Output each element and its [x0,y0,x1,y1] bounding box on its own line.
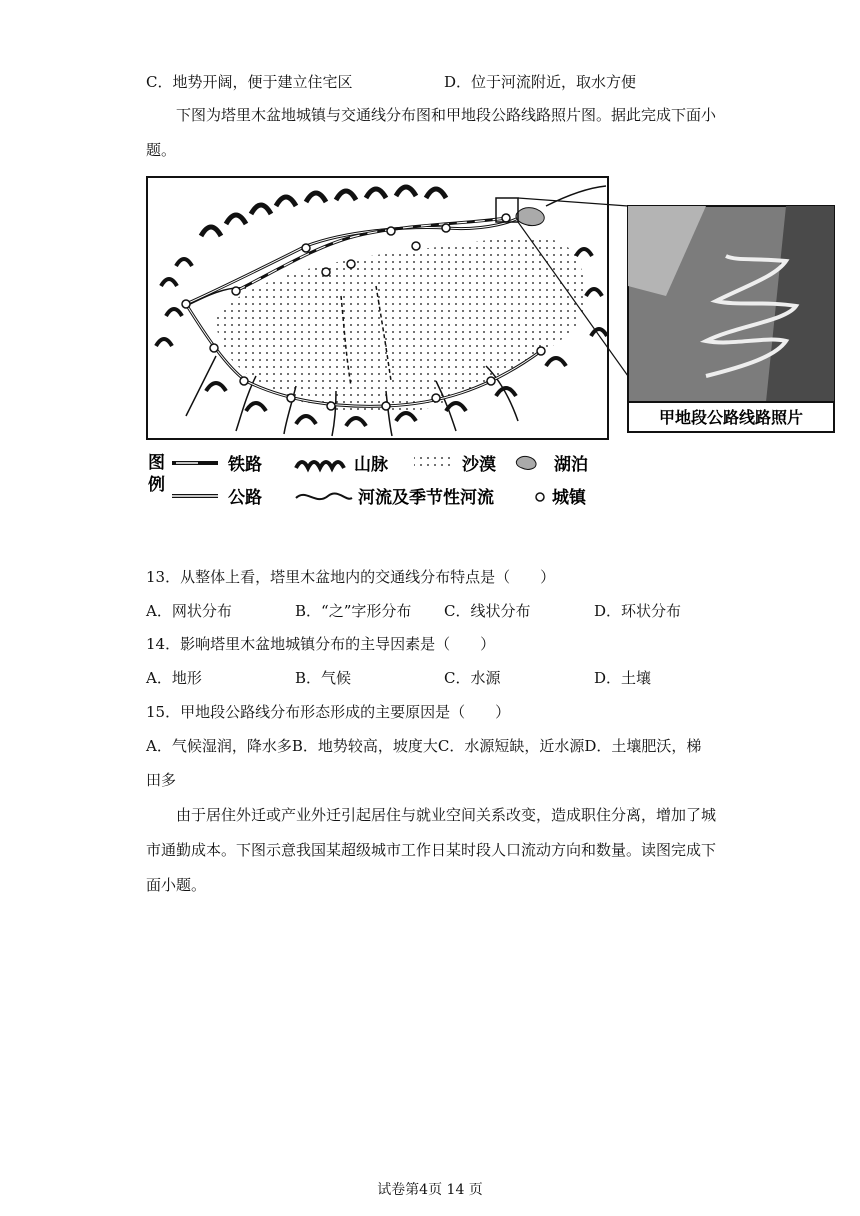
prev-option-d: D．位于河流附近，取水方便 [444,73,637,91]
q13-option-a: A．网状分布 [146,602,232,620]
legend-title-2: 例 [148,475,165,495]
legend [148,453,588,508]
legend-town: 城镇 [552,488,586,508]
q13-option-c: C．线状分布 [444,602,531,620]
legend-railway: 铁路 [228,455,262,475]
q14-option-c: C．水源 [444,669,501,687]
legend-lake-symbol [516,456,536,469]
q15-options: A．气候湿润，降水多B．地势较高，坡度大C．水源短缺，近水源D．土壤肥沃，梯 [146,737,702,755]
legend-mountain: 山脉 [354,455,388,475]
legend-highway: 公路 [228,488,262,508]
tarim-basin-figure [146,176,836,526]
question-14-stem: 14．影响塔里木盆地城镇分布的主导因素是（ ） [146,635,496,653]
q13-option-d: D．环状分布 [594,602,682,620]
q14-option-d: D．土壤 [594,669,652,687]
intro-paragraph-2: 由于居住外迁或产业外迁引起居住与就业空间关系改变，造成职住分离，增加了城市通勤成本。下图示意我国某超级城市工作日某时段人口流动方向和数量。读图完成下面小题。 [146,806,717,894]
q13-option-b: B．“之”字形分布 [295,602,412,620]
question-13-stem: 13．从整体上看，塔里木盆地内的交通线分布特点是（ ） [146,568,556,586]
q14-option-b: B．气候 [295,669,352,687]
legend-desert: 沙漠 [462,455,496,475]
legend-mountain-symbol [296,462,344,468]
figure-svg [146,176,836,526]
legend-desert-symbol [414,454,450,468]
photo-caption: 甲地段公路线路照片 [658,408,804,427]
legend-town-symbol [536,493,544,501]
legend-river-symbol [296,493,352,499]
intro-paragraph-1: 下图为塔里木盆地城镇与交通线分布图和甲地段公路线路照片图。据此完成下面小题。 [146,106,717,159]
question-15-stem: 15．甲地段公路线分布形态形成的主要原因是（ ） [146,703,511,721]
legend-title-1: 图 [148,453,165,473]
prev-option-c: C．地势开阔，便于建立住宅区 [146,73,353,91]
q14-option-a: A．地形 [146,669,202,687]
page-footer: 试卷第4页 14 页 [377,1182,483,1198]
q15-options-continued: 田多 [146,771,177,789]
legend-river: 河流及季节性河流 [358,488,494,508]
legend-lake: 湖泊 [554,455,588,475]
